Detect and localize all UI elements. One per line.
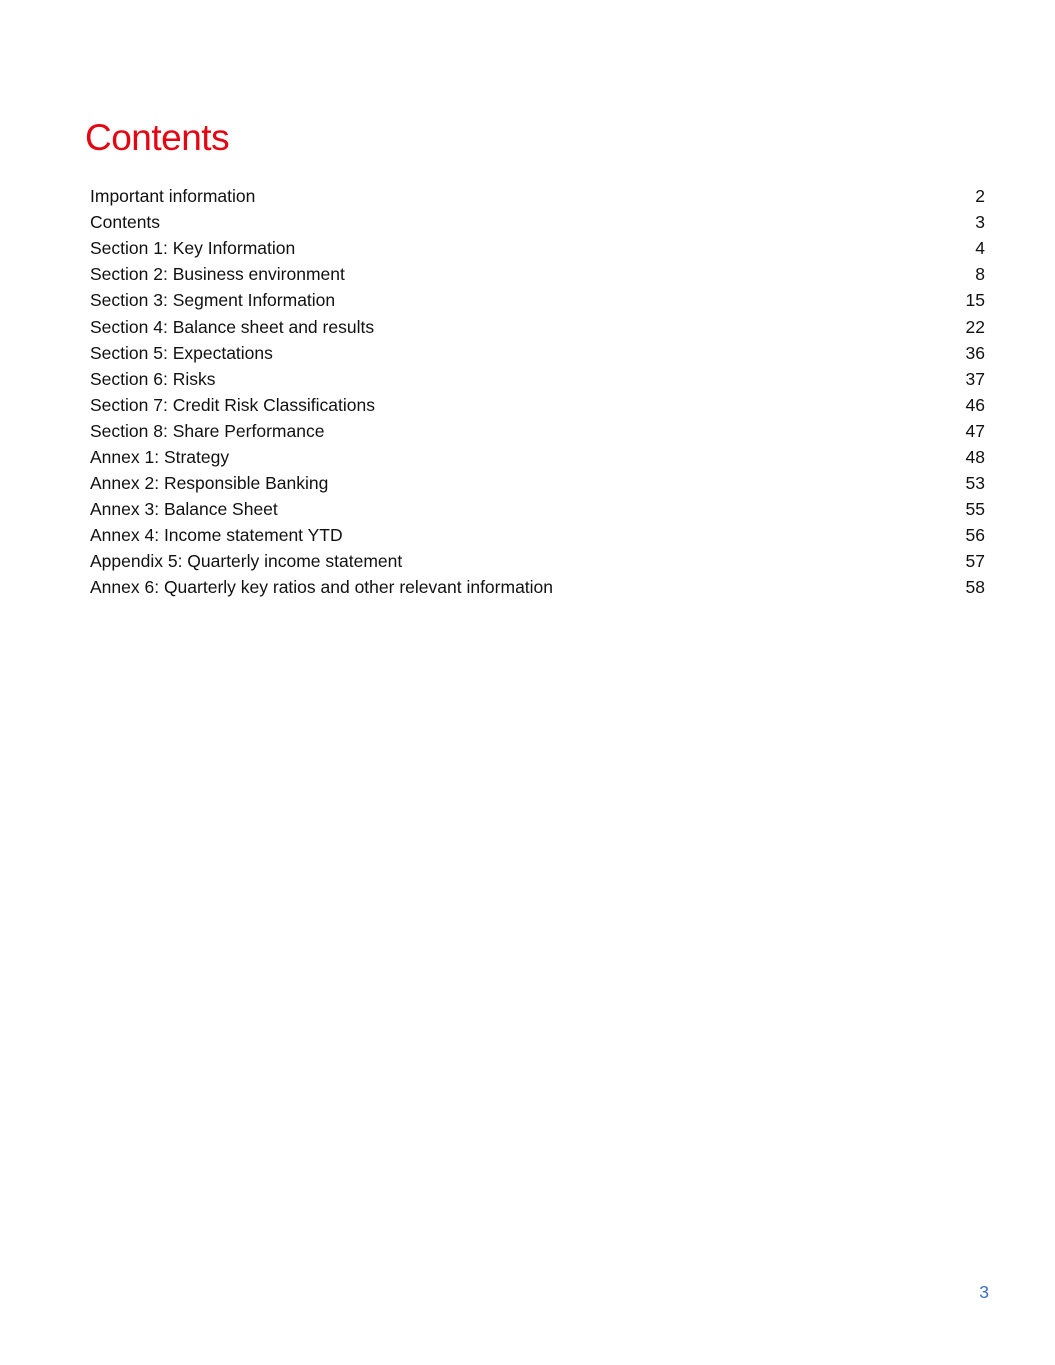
toc-entry-page: 55: [965, 499, 985, 520]
toc-entry[interactable]: [90, 287, 985, 313]
toc-entry-page: 8: [975, 264, 985, 285]
toc-entry-label[interactable]: Section 5: Expectations: [90, 342, 273, 363]
toc-entry-page: 53: [965, 473, 985, 494]
toc-entry[interactable]: [90, 496, 985, 522]
toc-entry[interactable]: [90, 340, 985, 366]
toc-entry-page: 58: [965, 577, 985, 598]
toc-entry-page: 46: [965, 394, 985, 415]
toc-entry[interactable]: [90, 418, 985, 444]
toc-entry[interactable]: [90, 470, 985, 496]
toc-entry-page: 47: [965, 420, 985, 441]
toc-entry[interactable]: [90, 444, 985, 470]
toc-entry[interactable]: [90, 209, 985, 235]
toc-entry-label[interactable]: Appendix 5: Quarterly income statement: [90, 551, 403, 572]
table-of-contents: [90, 183, 985, 601]
toc-entry-page: 56: [965, 525, 985, 546]
toc-entry-label[interactable]: Important information: [90, 186, 256, 207]
toc-entry[interactable]: [90, 261, 985, 287]
toc-entry-page: 57: [965, 551, 985, 572]
toc-entry-label[interactable]: Annex 6: Quarterly key ratios and other relevant information: [90, 577, 554, 598]
toc-entry-label[interactable]: Annex 4: Income statement YTD: [90, 525, 343, 546]
toc-entry[interactable]: [90, 392, 985, 418]
toc-entry-label[interactable]: Contents: [90, 212, 161, 233]
toc-entry-page: 37: [965, 368, 985, 389]
toc-entry-label[interactable]: Section 2: Business environment: [90, 264, 345, 285]
toc-entry-label[interactable]: Section 4: Balance sheet and results: [90, 316, 375, 337]
toc-entry[interactable]: [90, 522, 985, 548]
toc-entry-label[interactable]: Section 7: Credit Risk Classifications: [90, 394, 375, 415]
page-title: Contents: [85, 117, 230, 158]
toc-entry[interactable]: [90, 235, 985, 261]
toc-entry-page: 36: [965, 342, 985, 363]
toc-entry-label[interactable]: Section 3: Segment Information: [90, 290, 336, 311]
toc-entry[interactable]: [90, 548, 985, 574]
toc-entry-page: 4: [975, 238, 985, 259]
toc-entry-page: 2: [975, 186, 985, 207]
toc-entry[interactable]: [90, 313, 985, 339]
toc-entry-label[interactable]: Section 1: Key Information: [90, 238, 296, 259]
toc-entry-page: 22: [965, 316, 985, 337]
toc-entry-page: 3: [975, 212, 985, 233]
toc-entry[interactable]: [90, 366, 985, 392]
toc-entry-page: 15: [965, 290, 985, 311]
toc-entry-page: 48: [965, 446, 985, 467]
toc-entry[interactable]: [90, 574, 985, 600]
toc-entry-label[interactable]: Annex 1: Strategy: [90, 446, 230, 467]
toc-entry-label[interactable]: Annex 3: Balance Sheet: [90, 499, 278, 520]
toc-entry-label[interactable]: Section 6: Risks: [90, 368, 216, 389]
footer-page-number: 3: [979, 1282, 989, 1302]
toc-entry[interactable]: [90, 183, 985, 209]
toc-entry-label[interactable]: Section 8: Share Performance: [90, 420, 325, 441]
toc-entry-label[interactable]: Annex 2: Responsible Banking: [90, 473, 329, 494]
